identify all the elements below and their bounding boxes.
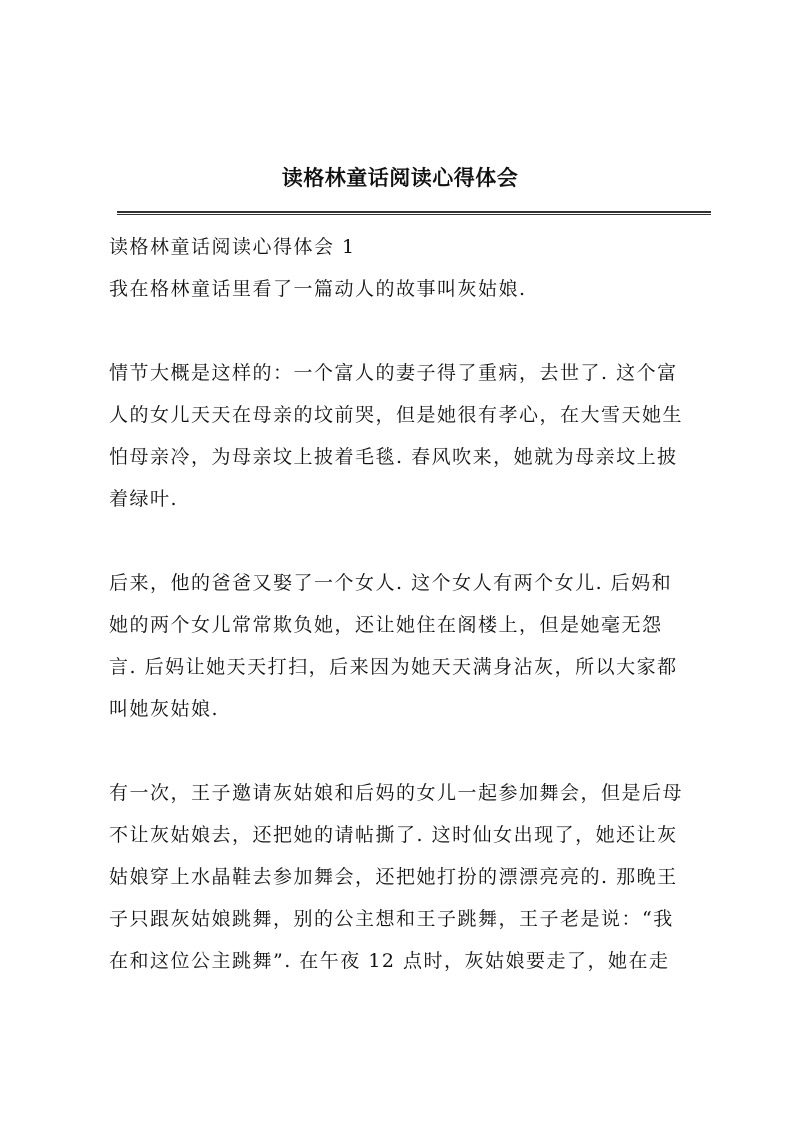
- text-line: 后来，他的爸爸又娶了一个女人. 这个女人有两个女儿. 后妈和: [109, 572, 673, 594]
- text-line: 人的女儿天天在母亲的坟前哭，但是她很有孝心，在大雪天她生: [109, 404, 684, 426]
- document-body: [109, 226, 709, 982]
- text-line: 她的两个女儿常常欺负她，还让她住在阁楼上，但是她毫无怨: [109, 614, 663, 636]
- text-line: 在和这位公主跳舞”. 在午夜 12 点时，灰姑娘要走了，她在走: [109, 950, 670, 972]
- text-line: 有一次，王子邀请灰姑娘和后妈的女儿一起参加舞会，但是后母: [109, 782, 684, 804]
- document-title: 读格林童话阅读心得体会: [281, 165, 519, 190]
- paragraph-gap: [109, 730, 709, 772]
- text-line: 我在格林童话里看了一篇动人的故事叫灰姑娘.: [109, 278, 527, 300]
- text-line: 姑娘穿上水晶鞋去参加舞会，还把她打扮的漂漂亮亮的. 那晚王: [109, 866, 678, 888]
- text-line: 不让灰姑娘去，还把她的请帖撕了. 这时仙女出现了，她还让灰: [109, 824, 678, 846]
- section-heading: 读格林童话阅读心得体会 1: [109, 236, 356, 258]
- text-line: 情节大概是这样的：一个富人的妻子得了重病，去世了. 这个富: [109, 362, 678, 384]
- paragraph-gap: [109, 520, 709, 562]
- text-line: 叫她灰姑娘.: [109, 698, 220, 720]
- text-line: 怕母亲冷，为母亲坟上披着毛毯. 春风吹来，她就为母亲坟上披: [109, 446, 678, 468]
- text-line: 着绿叶.: [109, 488, 179, 510]
- paragraph-gap: [109, 310, 709, 352]
- title-divider: [117, 211, 711, 215]
- text-line: 子只跟灰姑娘跳舞，别的公主想和王子跳舞，王子老是说：“我: [109, 908, 674, 930]
- text-line: 言. 后妈让她天天打扫，后来因为她天天满身沾灰，所以大家都: [109, 656, 678, 678]
